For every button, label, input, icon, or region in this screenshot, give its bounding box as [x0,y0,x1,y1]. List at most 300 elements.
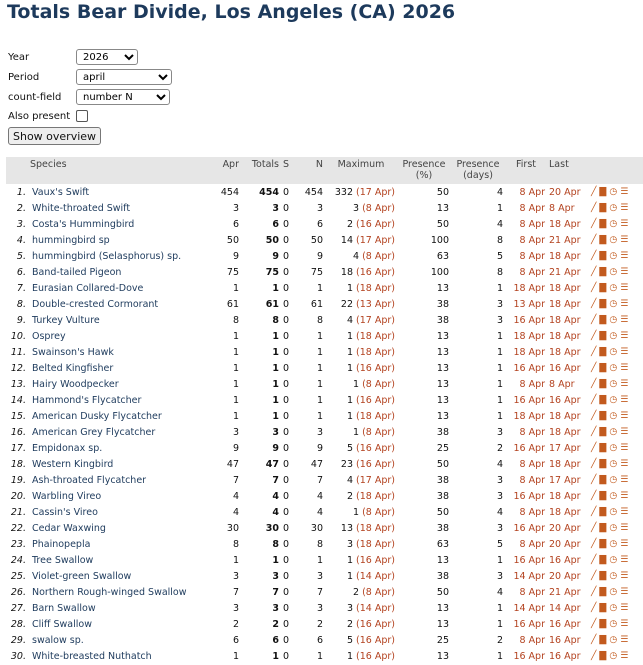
apr-count: 1 [209,392,241,408]
apr-count: 9 [232,442,239,454]
maximum-value: 1 [346,410,353,422]
maximum-date: (16 Apr) [356,442,395,454]
list-icon[interactable]: ☰ [620,523,630,533]
totals-count: 75 [241,264,281,280]
presence-pct: 13 [436,602,449,614]
list-icon[interactable]: ☰ [620,571,630,581]
clock-icon[interactable]: ◷ [609,347,619,357]
maximum-value: 1 [346,394,353,406]
first-date: 16 Apr [513,442,545,454]
line-chart-icon[interactable]: ╱ [591,603,598,613]
list-icon[interactable]: ☰ [620,395,630,405]
maximum-cell [325,632,397,648]
line-chart-icon[interactable]: ╱ [591,491,598,501]
row-number: 13. [10,378,26,390]
presence-pct: 63 [436,538,449,550]
line-chart-icon[interactable]: ╱ [591,379,598,389]
species-link[interactable]: hummingbird (Selasphorus) sp. [32,250,182,262]
row-number: 18. [6,456,28,472]
bar-chart-icon[interactable]: ▇ [599,443,608,453]
line-chart-icon[interactable]: ╱ [591,587,598,597]
line-chart-icon[interactable]: ╱ [591,523,598,533]
year-select[interactable] [76,49,138,65]
bar-chart-icon[interactable]: ▇ [599,619,608,629]
maximum-value: 13 [340,522,353,534]
list-icon[interactable]: ☰ [620,507,630,517]
maximum-cell [325,536,397,552]
totals-count: 8 [272,538,279,550]
row-number: 19. [10,474,26,486]
totals-count: 454 [259,186,279,198]
last-date: 18 Apr [547,296,589,312]
species-link[interactable]: Double-crested Cormorant [28,296,209,312]
bar-chart-icon[interactable]: ▇ [599,299,608,309]
presence-days: 2 [496,634,503,646]
list-icon[interactable]: ☰ [620,619,630,629]
clock-icon[interactable]: ◷ [609,363,619,373]
clock-icon[interactable]: ◷ [609,571,619,581]
line-chart-icon[interactable]: ╱ [591,347,598,357]
clock-icon[interactable]: ◷ [609,331,619,341]
last-date: 16 Apr [547,552,589,568]
s-count: 0 [283,250,290,262]
species-link[interactable]: Empidonax sp. [32,442,103,454]
line-chart-icon[interactable]: ╱ [591,507,598,517]
line-chart-icon[interactable]: ╱ [591,619,598,629]
header-presence-days[interactable] [451,157,505,184]
last-date: 8 Apr [549,378,575,390]
clock-icon[interactable]: ◷ [609,299,619,309]
header-first[interactable]: First [516,159,536,170]
table-row [6,264,643,280]
header-n[interactable]: N [315,159,323,170]
page-title: Totals Bear Divide, Los Angeles (CA) 2026 [7,1,456,23]
last-date: 18 Apr [549,506,581,518]
n-count: 1 [316,346,323,358]
line-chart-icon[interactable]: ╱ [591,539,598,549]
totals-count: 9 [272,442,279,454]
header-presence-pct[interactable] [397,157,451,184]
first-date: 16 Apr [513,314,545,326]
clock-icon[interactable]: ◷ [609,267,619,277]
maximum-value: 3 [353,202,360,214]
n-count: 8 [316,314,323,326]
list-icon[interactable]: ☰ [620,347,630,357]
presence-pct: 38 [397,488,451,504]
maximum-date: (16 Apr) [356,266,395,278]
list-icon[interactable]: ☰ [620,427,630,437]
apr-count: 1 [232,378,239,390]
bar-chart-icon[interactable]: ▇ [599,235,608,245]
table-row [6,248,643,264]
list-icon[interactable]: ☰ [620,219,630,229]
clock-icon[interactable]: ◷ [609,251,619,261]
clock-icon[interactable]: ◷ [609,539,619,549]
maximum-cell [325,360,397,376]
row-actions [589,264,643,280]
clock-icon[interactable]: ◷ [609,411,619,421]
bar-chart-icon[interactable]: ▇ [599,331,608,341]
line-chart-icon[interactable]: ╱ [591,475,598,485]
clock-icon[interactable]: ◷ [609,651,619,661]
apr-count: 75 [209,264,241,280]
bar-chart-icon[interactable]: ▇ [599,379,608,389]
countfield-select[interactable] [76,89,170,105]
last-date: 18 Apr [549,218,581,230]
species-link[interactable]: Swainson's Hawk [32,346,114,358]
totals-count: 9 [272,250,279,262]
maximum-cell [325,424,397,440]
year-row [8,48,138,66]
bar-chart-icon[interactable]: ▇ [599,523,608,533]
n-count: 4 [316,506,323,518]
maximum-cell [325,248,397,264]
row-actions [589,536,643,552]
n-count: 3 [316,570,323,582]
presence-days: 1 [496,602,503,614]
line-chart-icon[interactable]: ╱ [591,283,598,293]
maximum-value: 2 [346,490,353,502]
clock-icon[interactable]: ◷ [609,427,619,437]
header-last[interactable]: Last [549,159,569,170]
n-count: 47 [295,456,325,472]
bar-chart-icon[interactable]: ▇ [599,571,608,581]
bar-chart-icon[interactable]: ▇ [599,187,608,197]
list-icon[interactable]: ☰ [620,411,630,421]
list-icon[interactable]: ☰ [620,475,630,485]
row-actions [589,408,643,424]
row-actions [589,472,643,488]
header-totals[interactable]: Totals [251,159,279,170]
bar-chart-icon[interactable]: ▇ [599,267,608,277]
list-icon[interactable]: ☰ [620,459,630,469]
last-date: 16 Apr [549,634,581,646]
species-link[interactable]: Eurasian Collared-Dove [32,282,144,294]
bar-chart-icon[interactable]: ▇ [599,411,608,421]
maximum-cell [325,312,397,328]
line-chart-icon[interactable]: ╱ [591,251,598,261]
species-link[interactable]: Hairy Woodpecker [32,378,119,390]
clock-icon[interactable]: ◷ [609,203,619,213]
line-chart-icon[interactable]: ╱ [591,299,598,309]
clock-icon[interactable]: ◷ [609,475,619,485]
maximum-cell [325,232,397,248]
line-chart-icon[interactable]: ╱ [591,235,598,245]
bar-chart-icon[interactable]: ▇ [599,219,608,229]
presence-days: 1 [451,616,505,632]
species-link[interactable]: Violet-green Swallow [32,570,132,582]
header-presence-days-line1: Presence [456,159,500,170]
maximum-date: (18 Apr) [356,522,395,534]
clock-icon[interactable]: ◷ [609,523,619,533]
table-row [6,648,643,664]
also-present-checkbox[interactable] [76,110,88,122]
list-icon[interactable]: ☰ [620,267,630,277]
list-icon[interactable]: ☰ [620,299,630,309]
line-chart-icon[interactable]: ╱ [591,635,598,645]
table-row [6,360,643,376]
line-chart-icon[interactable]: ╱ [591,331,598,341]
last-date: 8 Apr [547,200,589,216]
n-count: 1 [295,392,325,408]
list-icon[interactable]: ☰ [620,555,630,565]
s-count: 0 [281,648,295,664]
row-number: 22. [6,520,28,536]
row-actions [589,648,643,664]
species-link[interactable]: Cliff Swallow [28,616,209,632]
line-chart-icon[interactable]: ╱ [591,363,598,373]
clock-icon[interactable]: ◷ [609,379,619,389]
line-chart-icon[interactable]: ╱ [591,427,598,437]
clock-icon[interactable]: ◷ [609,619,619,629]
bar-chart-icon[interactable]: ▇ [599,539,608,549]
apr-count: 6 [232,218,239,230]
bar-chart-icon[interactable]: ▇ [599,347,608,357]
bar-chart-icon[interactable]: ▇ [599,603,608,613]
species-link[interactable]: Tree Swallow [28,552,209,568]
line-chart-icon[interactable]: ╱ [591,651,598,661]
presence-pct: 50 [397,584,451,600]
last-date: 17 Apr [549,442,581,454]
species-link[interactable]: Warbling Vireo [28,488,209,504]
list-icon[interactable]: ☰ [620,235,630,245]
row-actions [589,488,643,504]
line-chart-icon[interactable]: ╱ [591,459,598,469]
presence-days: 4 [496,186,503,198]
apr-count: 3 [232,570,239,582]
line-chart-icon[interactable]: ╱ [591,187,598,197]
n-count: 3 [295,424,325,440]
table-row [6,520,643,536]
maximum-date: (8 Apr) [362,586,395,598]
row-number: 29. [10,634,26,646]
species-link[interactable]: swalow sp. [32,634,84,646]
list-icon[interactable]: ☰ [620,203,630,213]
presence-pct: 13 [397,648,451,664]
presence-days: 1 [496,378,503,390]
presence-pct: 38 [436,314,449,326]
list-icon[interactable]: ☰ [620,315,630,325]
row-actions [589,184,643,200]
period-label: Period [8,71,40,83]
line-chart-icon[interactable]: ╱ [591,219,598,229]
line-chart-icon[interactable]: ╱ [591,267,598,277]
species-link[interactable]: White-throated Swift [28,200,209,216]
period-select[interactable] [76,69,172,85]
clock-icon[interactable]: ◷ [609,459,619,469]
clock-icon[interactable]: ◷ [609,219,619,229]
show-overview-button[interactable]: Show overview [8,127,101,145]
row-actions [589,504,643,520]
list-icon[interactable]: ☰ [620,331,630,341]
totals-count: 1 [241,328,281,344]
species-link[interactable]: Phainopepla [32,538,91,550]
clock-icon[interactable]: ◷ [609,507,619,517]
clock-icon[interactable]: ◷ [609,315,619,325]
species-link[interactable]: Cedar Waxwing [28,520,209,536]
species-link[interactable]: Cassin's Vireo [32,506,98,518]
totals-count: 4 [241,488,281,504]
clock-icon[interactable]: ◷ [609,187,619,197]
list-icon[interactable]: ☰ [620,635,630,645]
list-icon[interactable]: ☰ [620,283,630,293]
header-maximum[interactable]: Maximum [337,159,385,170]
countfield-row [8,88,170,106]
clock-icon[interactable]: ◷ [609,283,619,293]
line-chart-icon[interactable]: ╱ [591,571,598,581]
species-link[interactable]: American Dusky Flycatcher [32,410,162,422]
maximum-cell [325,568,397,584]
list-icon[interactable]: ☰ [620,251,630,261]
bar-chart-icon[interactable]: ▇ [599,635,608,645]
species-link[interactable]: Ash-throated Flycatcher [32,474,147,486]
n-count: 30 [295,520,325,536]
maximum-value: 1 [346,346,353,358]
bar-chart-icon[interactable]: ▇ [599,251,608,261]
presence-pct: 50 [436,186,449,198]
line-chart-icon[interactable]: ╱ [591,315,598,325]
list-icon[interactable]: ☰ [620,443,630,453]
clock-icon[interactable]: ◷ [609,603,619,613]
list-icon[interactable]: ☰ [620,379,630,389]
clock-icon[interactable]: ◷ [609,555,619,565]
maximum-date: (8 Apr) [362,202,395,214]
presence-days: 3 [451,424,505,440]
header-species[interactable]: Species [30,159,67,170]
bar-chart-icon[interactable]: ▇ [599,491,608,501]
line-chart-icon[interactable]: ╱ [591,555,598,565]
last-date: 14 Apr [549,602,581,614]
first-date: 13 Apr [505,296,547,312]
clock-icon[interactable]: ◷ [609,587,619,597]
clock-icon[interactable]: ◷ [609,395,619,405]
maximum-date: (16 Apr) [356,362,395,374]
table-row [6,200,643,216]
maximum-cell [325,296,397,312]
presence-days: 4 [451,456,505,472]
table-row [6,536,643,552]
s-count: 0 [283,634,290,646]
species-link[interactable]: White-breasted Nuthatch [28,648,209,664]
n-count: 61 [295,296,325,312]
species-link[interactable]: Turkey Vulture [32,314,100,326]
clock-icon[interactable]: ◷ [609,491,619,501]
clock-icon[interactable]: ◷ [609,635,619,645]
bar-chart-icon[interactable]: ▇ [599,651,608,661]
clock-icon[interactable]: ◷ [609,443,619,453]
line-chart-icon[interactable]: ╱ [591,411,598,421]
bar-chart-icon[interactable]: ▇ [599,507,608,517]
row-number: 27. [10,602,26,614]
presence-pct: 50 [436,218,449,230]
species-link[interactable]: Vaux's Swift [32,186,90,198]
list-icon[interactable]: ☰ [620,363,630,373]
bar-chart-icon[interactable]: ▇ [599,203,608,213]
species-link[interactable]: Western Kingbird [28,456,209,472]
n-count: 9 [316,442,323,454]
totals-count: 1 [241,648,281,664]
list-icon[interactable]: ☰ [620,187,630,197]
maximum-cell [325,440,397,456]
bar-chart-icon[interactable]: ▇ [599,459,608,469]
header-s[interactable]: S [283,159,290,170]
species-link[interactable]: Belted Kingfisher [28,360,209,376]
n-count: 1 [316,282,323,294]
species-link[interactable]: Costa's Hummingbird [32,218,135,230]
maximum-date: (13 Apr) [356,298,395,310]
s-count: 0 [281,200,295,216]
presence-days: 3 [496,474,503,486]
maximum-cell [325,488,397,504]
s-count: 0 [283,410,290,422]
first-date: 16 Apr [505,552,547,568]
species-link[interactable]: hummingbird sp [28,232,209,248]
maximum-cell [325,344,397,360]
bar-chart-icon[interactable]: ▇ [599,395,608,405]
presence-pct: 50 [436,506,449,518]
line-chart-icon[interactable]: ╱ [591,443,598,453]
s-count: 0 [281,264,295,280]
species-link[interactable]: American Grey Flycatcher [28,424,209,440]
row-actions [589,632,643,648]
list-icon[interactable]: ☰ [620,539,630,549]
species-link[interactable]: Osprey [28,328,209,344]
line-chart-icon[interactable]: ╱ [591,203,598,213]
list-icon[interactable]: ☰ [620,491,630,501]
presence-days: 1 [451,648,505,664]
species-link[interactable]: Barn Swallow [32,602,96,614]
row-actions [589,424,643,440]
species-link[interactable]: Northern Rough-winged Swallow [28,584,209,600]
bar-chart-icon[interactable]: ▇ [599,475,608,485]
bar-chart-icon[interactable]: ▇ [599,427,608,437]
first-date: 8 Apr [519,506,545,518]
table-row [6,328,643,344]
bar-chart-icon[interactable]: ▇ [599,315,608,325]
maximum-date: (17 Apr) [356,234,395,246]
list-icon[interactable]: ☰ [620,603,630,613]
species-link[interactable]: Hammond's Flycatcher [28,392,209,408]
row-actions [589,584,643,600]
totals-count: 2 [241,616,281,632]
header-apr[interactable]: Apr [222,159,239,170]
presence-pct: 13 [436,410,449,422]
list-icon[interactable]: ☰ [620,587,630,597]
presence-pct: 38 [436,474,449,486]
maximum-cell [325,200,397,216]
list-icon[interactable]: ☰ [620,651,630,661]
maximum-cell [325,552,397,568]
last-date: 16 Apr [547,392,589,408]
maximum-date: (18 Apr) [356,282,395,294]
bar-chart-icon[interactable]: ▇ [599,283,608,293]
clock-icon[interactable]: ◷ [609,235,619,245]
table-row [6,296,643,312]
presence-days: 1 [451,200,505,216]
line-chart-icon[interactable]: ╱ [591,395,598,405]
presence-pct: 13 [397,616,451,632]
last-date: 20 Apr [549,186,581,198]
bar-chart-icon[interactable]: ▇ [599,555,608,565]
maximum-date: (16 Apr) [356,394,395,406]
bar-chart-icon[interactable]: ▇ [599,363,608,373]
row-number: 14. [6,392,28,408]
s-count: 0 [283,538,290,550]
maximum-cell [325,648,397,664]
bar-chart-icon[interactable]: ▇ [599,587,608,597]
row-number: 28. [6,616,28,632]
species-link[interactable]: Band-tailed Pigeon [28,264,209,280]
